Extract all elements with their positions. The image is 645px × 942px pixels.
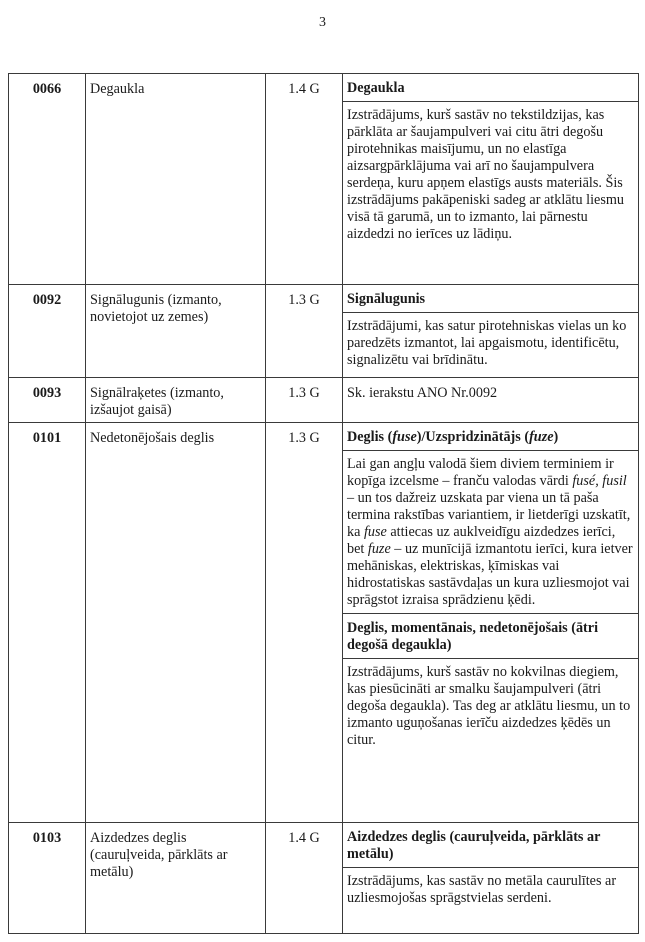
term-part: ) bbox=[553, 429, 559, 445]
name-cell: Signālraķetes (izmanto, izšaujot gaisā) bbox=[86, 378, 266, 423]
definition-cell bbox=[343, 74, 639, 285]
definition-term: Deglis, momentānais, nedetonējošais (ātri degošā degaukla) bbox=[343, 613, 638, 659]
text-part: attiecas uz auklveidīgu aizdedzes ierīci, bet bbox=[347, 524, 616, 557]
text-part: – un tos dažreiz uzskata par viena un tā paša termina rakstības variantiem, ir lietderīgi uzskatīt, ka bbox=[347, 490, 631, 540]
table-row bbox=[9, 423, 639, 823]
definition-term: Degaukla bbox=[343, 74, 638, 102]
term-part: Deglis ( bbox=[347, 429, 393, 445]
definition-text: Izstrādājums, kurš sastāv no kokvilnas diegiem, kas piesūcināti ar smalku šaujampulveri (ātri degoša degaukla). Tas deg ar atklātu liesmu, un to izmanto uguņošanas ierīču aizdedzes ķēdēs un citur. bbox=[347, 664, 631, 748]
definition-term: Signālugunis bbox=[343, 285, 638, 313]
un-number-cell: 0066 bbox=[9, 74, 86, 285]
term-part-italic: fuze bbox=[529, 429, 554, 445]
definition-text bbox=[343, 451, 638, 613]
definition-cell bbox=[343, 378, 639, 423]
definition-term bbox=[343, 423, 638, 451]
definition-cell bbox=[343, 423, 639, 823]
division-cell: 1.4 G bbox=[266, 74, 343, 285]
name-cell: Signālugunis (izmanto, novietojot uz zemes) bbox=[86, 285, 266, 378]
text-part-italic: fuse bbox=[363, 524, 387, 540]
name-cell: Nedetonējošais deglis bbox=[86, 423, 266, 823]
division-cell: 1.4 G bbox=[266, 823, 343, 934]
definition-text: Izstrādājums, kurš sastāv no tekstildzijas, kas pārklāta ar šaujampulveri vai citu ātri degošu pirotehnikas maisījumu, un no elastīga aizsargpārklājuma vai arī no šaujampulvera serdeņa, kuru apņem elastīgs austs materiāls. Šis izstrādājums pakāpeniski sadeg ar atklātu liesmu visā tā garumā, un to izmanto, lai pārnestu aizdedzi no ierīces uz lādiņu. bbox=[347, 107, 624, 242]
definition-text: Izstrādājums, kas sastāv no metāla caurulītes ar uzliesmojošas sprāgstvielas serdeni. bbox=[347, 873, 617, 906]
dangerous-goods-table bbox=[8, 73, 639, 934]
page-number: 3 bbox=[319, 15, 326, 30]
division-cell: 1.3 G bbox=[266, 285, 343, 378]
term-part: )/Uzspridzinātājs ( bbox=[416, 429, 530, 445]
definition-term: Aizdedzes deglis (cauruļveida, pārklāts ar metālu) bbox=[343, 823, 638, 868]
definition-cell bbox=[343, 285, 639, 378]
table-row bbox=[9, 378, 639, 423]
un-number-cell: 0092 bbox=[9, 285, 86, 378]
un-number-cell: 0103 bbox=[9, 823, 86, 934]
un-number-cell: 0101 bbox=[9, 423, 86, 823]
definition-cell bbox=[343, 823, 639, 934]
division-cell: 1.3 G bbox=[266, 378, 343, 423]
table-row bbox=[9, 285, 639, 378]
definition-text: Izstrādājumi, kas satur pirotehniskas vielas un ko paredzēts izmantot, lai apgaismotu, identificētu, signalizētu vai brīdinātu. bbox=[347, 318, 627, 368]
term-part-italic: fuse bbox=[392, 429, 417, 445]
text-part-italic: fusé, fusil bbox=[572, 473, 627, 489]
un-number-cell: 0093 bbox=[9, 378, 86, 423]
table-row bbox=[9, 74, 639, 285]
name-cell: Aizdedzes deglis (cauruļveida, pārklāts ar metālu) bbox=[86, 823, 266, 934]
text-part-italic: fuze bbox=[367, 541, 391, 557]
table-row bbox=[9, 823, 639, 934]
name-cell: Degaukla bbox=[86, 74, 266, 285]
text-part: – uz munīcijā izmantotu ierīci, kura ietver mehāniskas, elektriskas, ķīmiskas vai hidrostatiskas sastāvdaļas un kura uzliesmojot vai sprāgstot izraisa sprādzienu ķēdi. bbox=[347, 541, 633, 608]
division-cell: 1.3 G bbox=[266, 423, 343, 823]
text-part: Lai gan angļu valodā šiem diviem terminiem ir kopīga izcelsme – franču valodas vārdi bbox=[347, 456, 614, 489]
reference-text: Sk. ierakstu ANO Nr.0092 bbox=[347, 385, 498, 401]
